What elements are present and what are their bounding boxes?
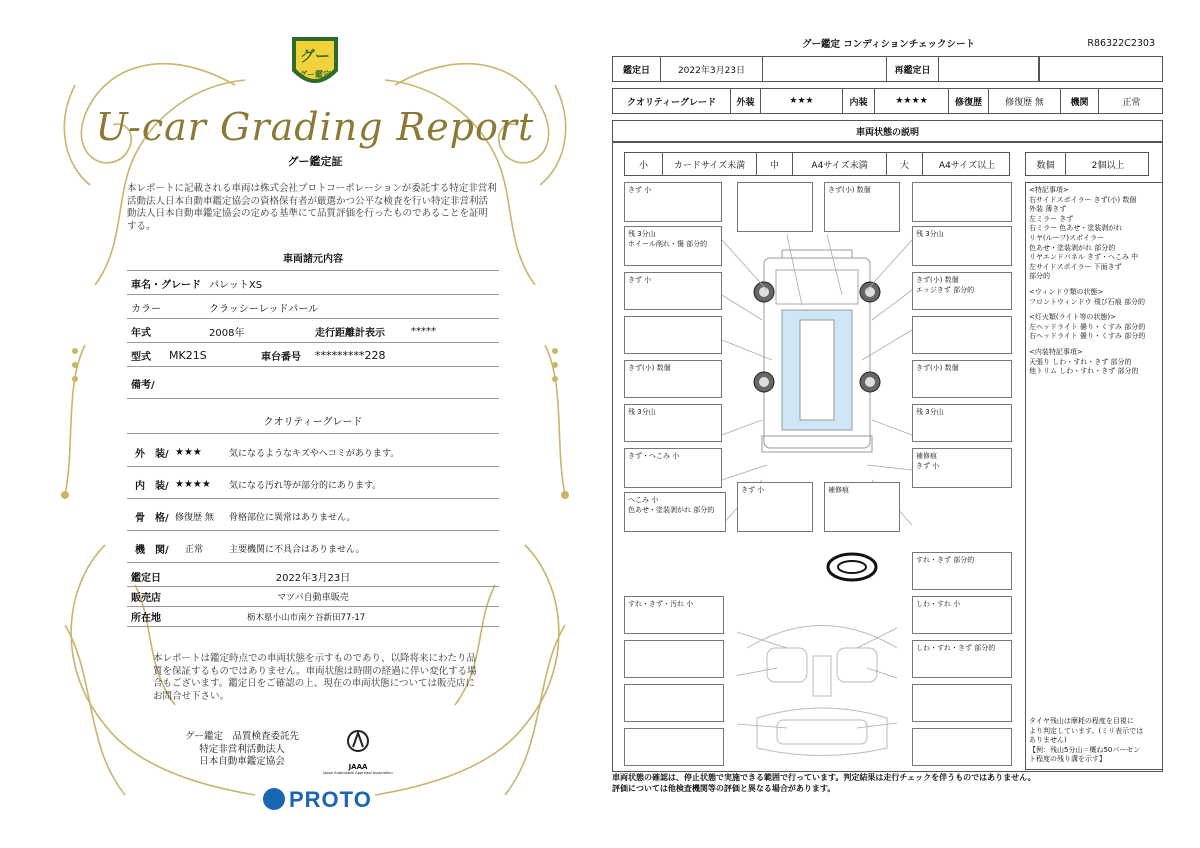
reappraisal-label: 再鑑定日 (887, 57, 939, 81)
remarks-row (127, 369, 499, 399)
note-line: フロントウィンドウ 飛び石痕 部分的 (1029, 297, 1146, 306)
note-line: 左ミラー きず (1029, 214, 1074, 223)
grade-heading: クオリティーグレード (263, 417, 363, 428)
assoc-line: グー鑑定 品質検査委託先 (184, 731, 299, 742)
badge-label: グー鑑定 (299, 70, 331, 79)
sheet-number: R86322C2303 (1087, 38, 1155, 49)
steering-wheel-icon (824, 550, 880, 584)
reappraisal-value (939, 57, 1039, 81)
condition-box (912, 404, 1012, 442)
year-label: 年式 (131, 328, 151, 339)
info-label: 所在地 (131, 613, 161, 624)
condition-text: しわ・すれ 小 (916, 600, 961, 608)
size-legend (624, 152, 1010, 176)
condition-text: きず 小 (628, 276, 652, 284)
condition-text: きず(小) 数個 (628, 364, 671, 372)
condition-box (624, 728, 724, 766)
condition-box (624, 182, 722, 222)
legend-mid: 中 (757, 153, 793, 175)
condition-text: きず(小) 数個 (916, 364, 959, 372)
year-value: 2008年 (209, 328, 245, 339)
tire-note-line: ト程度の残り溝を示す】 (1029, 755, 1106, 764)
tire-note-line: タイヤ残山は摩耗の程度を目視に (1029, 717, 1134, 726)
info-value: 栃木県小山市南ケ谷新田77-17 (247, 612, 366, 623)
condition-box (912, 360, 1012, 398)
grade-desc: 気になる汚れ等が部分的にあります。 (229, 481, 382, 491)
condition-text: ホイール削れ・傷 部分的 (628, 240, 708, 248)
chassis-value: *********228 (315, 349, 386, 362)
tire-note (1029, 717, 1159, 765)
note-line: 右ヘッドライト 曇り・くすみ 部分的 (1029, 332, 1146, 341)
info-value: 2022年3月23日 (275, 573, 351, 584)
repair-value: 修復歴 無 (989, 89, 1061, 113)
exterior-label: 外装 (731, 89, 761, 113)
condition-box (912, 596, 1012, 634)
vehicle-name-row (127, 273, 499, 295)
condition-box (912, 182, 1012, 222)
legend-large-desc: A4サイズ以上 (938, 160, 996, 171)
condition-text: 補修痕 (828, 486, 849, 494)
info-value: マツバ自動車販売 (277, 593, 349, 603)
color-label: カラー (131, 304, 161, 315)
goo-appraisal-badge (288, 33, 342, 93)
condition-box (624, 684, 724, 722)
grade-desc: 気になるようなキズやヘコミがあります。 (229, 449, 400, 459)
count-value: 2個以上 (1091, 160, 1125, 171)
note-line: 天張り しわ・すれ・きず 部分的 (1029, 357, 1132, 366)
condition-text: きず(小) 数個 (916, 276, 959, 284)
svg-text:グー: グー (299, 47, 331, 65)
condition-text: しわ・すれ・きず 部分的 (916, 644, 996, 652)
engine-value: 正常 (1122, 97, 1141, 108)
remarks-label: 備考/ (131, 380, 155, 391)
date-label: 鑑定日 (613, 57, 661, 81)
date-value: 2022年3月23日 (661, 57, 763, 81)
grade-value: 正常 (185, 545, 204, 555)
divider (127, 433, 499, 434)
grade-value: 修復歴 無 (175, 513, 214, 523)
interior-stars: ★★★★ (875, 89, 949, 113)
grade-label: 外 装/ (135, 449, 169, 460)
note-line: リヤエンドパネル きず・へこみ 中 (1029, 253, 1139, 262)
condition-box (824, 182, 900, 232)
association-block (177, 731, 307, 769)
condition-text: すれ・きず・汚れ 小 (628, 600, 694, 608)
model-row (127, 345, 499, 367)
note-line: 色あせ・塗装剥がれ 部分的 (1029, 243, 1116, 252)
condition-text: 残 3分山 (916, 408, 944, 416)
footnote-line: 評価については他検査機関等の評価と異なる場合があります。 (612, 784, 836, 793)
condition-text: すれ・きず 部分的 (916, 556, 975, 564)
note-line: リヤ(ルーフ)スポイラー (1029, 233, 1104, 242)
note-line: <灯火類(ライト等の状態)> (1029, 313, 1116, 322)
info-row-dealer (127, 587, 499, 607)
model-value: MK21S (169, 349, 207, 362)
spec-heading: 車両諸元内容 (283, 254, 343, 265)
legend-mid-desc: A4サイズ未満 (793, 153, 887, 175)
proto-mark-icon (263, 788, 285, 810)
condition-box (624, 360, 722, 398)
count-legend (1025, 152, 1149, 176)
condition-box (824, 482, 900, 532)
condition-box (624, 316, 722, 354)
note-line: <ウィンドウ類の状態> (1029, 287, 1104, 296)
date-empty (763, 57, 887, 81)
note-line: <特記事項> (1029, 186, 1069, 194)
sheet-title: グー鑑定 コンディションチェックシート (801, 39, 976, 50)
tire-note-line: ありません) (1029, 736, 1067, 745)
grade-label: 内 装/ (135, 481, 169, 492)
note-line: 左サイドスポイラー 下面きず (1029, 262, 1122, 271)
condition-text: 残 3分山 (916, 230, 944, 238)
quality-row (612, 88, 1163, 114)
divider (127, 270, 499, 271)
legend-small: 小 (625, 153, 663, 175)
condition-box (624, 640, 724, 678)
grade-label: 骨 格/ (135, 513, 169, 524)
engine-label: 機関 (1061, 89, 1099, 113)
chassis-label: 車台番号 (261, 352, 301, 363)
condition-box (912, 492, 1012, 532)
note-line: 外装 薄きず (1029, 205, 1067, 214)
state-heading: 車両状態の説明 (612, 120, 1163, 142)
jaaa-logo (323, 729, 393, 776)
condition-box (624, 272, 722, 310)
condition-text: 補修痕 (916, 452, 937, 460)
color-value: クラッシーレッドパール (209, 304, 319, 315)
grade-label: 機 関/ (135, 545, 169, 556)
condition-box (912, 684, 1012, 722)
grade-desc: 主要機関に不具合はありません。 (229, 545, 365, 555)
vehicle-name: パレットXS (209, 280, 263, 291)
note-line: <内装特記事項> (1029, 347, 1083, 356)
certificate-subtitle: グー鑑定証 (287, 155, 343, 168)
condition-text: 残 3分山 (628, 408, 656, 416)
note-line: 左ヘッドライト 曇り・くすみ 部分的 (1029, 322, 1146, 331)
note-line: 他トリム しわ・すれ・きず 部分的 (1029, 367, 1139, 376)
grading-certificate (45, 25, 585, 825)
color-row (127, 297, 499, 319)
jaaa-name: JAAA (348, 763, 368, 771)
grade-desc: 骨格部位に異常はありません。 (229, 513, 356, 523)
grade-row-frame (127, 503, 499, 531)
vehicle-name-label: 車名・グレード (131, 280, 201, 291)
proto-logo (263, 787, 372, 813)
special-notes-panel (1025, 182, 1163, 770)
condition-text: きず 小 (628, 186, 652, 194)
grade-stars: ★★★★ (175, 479, 211, 490)
condition-box (912, 640, 1012, 678)
note-line: 右ミラー 色あせ・塗装剥がれ (1029, 224, 1123, 233)
condition-box (737, 482, 813, 532)
note-line: 部分的 (1029, 272, 1050, 281)
condition-text: きず 小 (741, 486, 765, 494)
condition-box (624, 404, 722, 442)
sheet-footnote (612, 772, 1165, 794)
condition-box (912, 448, 1012, 488)
condition-box (624, 226, 722, 266)
grade-stars: ★★★ (175, 447, 202, 458)
condition-box (737, 182, 813, 232)
jaaa-emblem-icon (346, 729, 370, 759)
assoc-line: 特定非営利活動法人 (199, 743, 285, 755)
date-empty-2 (1039, 57, 1164, 81)
legend-large: 大 (887, 153, 923, 175)
car-interior-diagram (737, 608, 907, 768)
condition-text: エッジきず 部分的 (916, 286, 975, 294)
tire-note-line: より判定しています。(ミリ表示では (1029, 726, 1144, 735)
info-row-address (127, 607, 499, 627)
certificate-title: U-car Grading Report (95, 105, 535, 149)
footnote-line: 車両状態の確認は、停止状態で実施できる範囲で行っています。判定結果は走行チェックを伴うものではありません。 (612, 773, 1036, 782)
condition-box (624, 596, 724, 634)
grade-row-interior (127, 471, 499, 499)
legend-small-desc: カードサイズ未満 (663, 153, 757, 175)
info-label: 販売店 (131, 593, 161, 604)
tire-note-line: 【例：残山5分山＝概ね50パーセン (1029, 745, 1141, 754)
condition-box (624, 492, 726, 532)
condition-box (912, 316, 1012, 354)
model-label: 型式 (131, 352, 151, 363)
assoc-line: 日本自動車鑑定協会 (199, 756, 285, 767)
condition-check-sheet (612, 30, 1165, 810)
info-label: 鑑定日 (131, 573, 161, 584)
grade-row-engine (127, 535, 499, 563)
year-row (127, 321, 499, 343)
count-label: 数個 (1026, 153, 1066, 175)
condition-box (912, 226, 1012, 266)
certificate-intro: 本レポートに記載される車両は株式会社プロトコーポレーションが委託する特定非営利活動法人日本自動車鑑定協会の資格保有者が厳選かつ公平な検査を行い特定非営利活動法人日本自動車鑑定協会の定める基準にて品質評価を行ったものであることを証明する。 (127, 183, 497, 232)
odometer-label: 走行距離計表示 (315, 328, 385, 339)
date-row (612, 56, 1163, 82)
condition-text: 色あせ・塗装剥がれ 部分的 (628, 506, 715, 514)
exterior-stars: ★★★ (761, 89, 843, 113)
quality-label: クオリティーグレード (613, 89, 731, 113)
info-row-date (127, 567, 499, 587)
interior-label: 内装 (843, 89, 875, 113)
repair-label: 修復歴 (949, 89, 989, 113)
proto-wordmark: PROTO (289, 787, 372, 812)
condition-box (912, 728, 1012, 766)
condition-text: きず(小) 数個 (828, 186, 871, 194)
condition-box (912, 272, 1012, 310)
odometer-value: ***** (411, 326, 436, 337)
condition-box (624, 448, 722, 488)
condition-text: へこみ 小 (628, 496, 659, 504)
jaaa-subtitle: Japan Automobile Appraisal Association (323, 771, 393, 775)
condition-text: きず 小 (916, 462, 940, 470)
condition-text: きず・へこみ 小 (628, 452, 680, 460)
grade-row-exterior (127, 439, 499, 467)
condition-text: 残 3分山 (628, 230, 656, 238)
condition-box (912, 552, 1012, 590)
note-line: 右サイドスポイラー きず(小) 数個 (1029, 195, 1137, 204)
certificate-disclaimer: 本レポートは鑑定時点での車両状態を示すものであり、以降将来にわたり品質を保証するものではありません。車両状態は時間の経過に伴い変化する場合もございます。鑑定日をご確認の上、現在の車両状態については販売店にお問合せ下さい。 (153, 653, 477, 702)
